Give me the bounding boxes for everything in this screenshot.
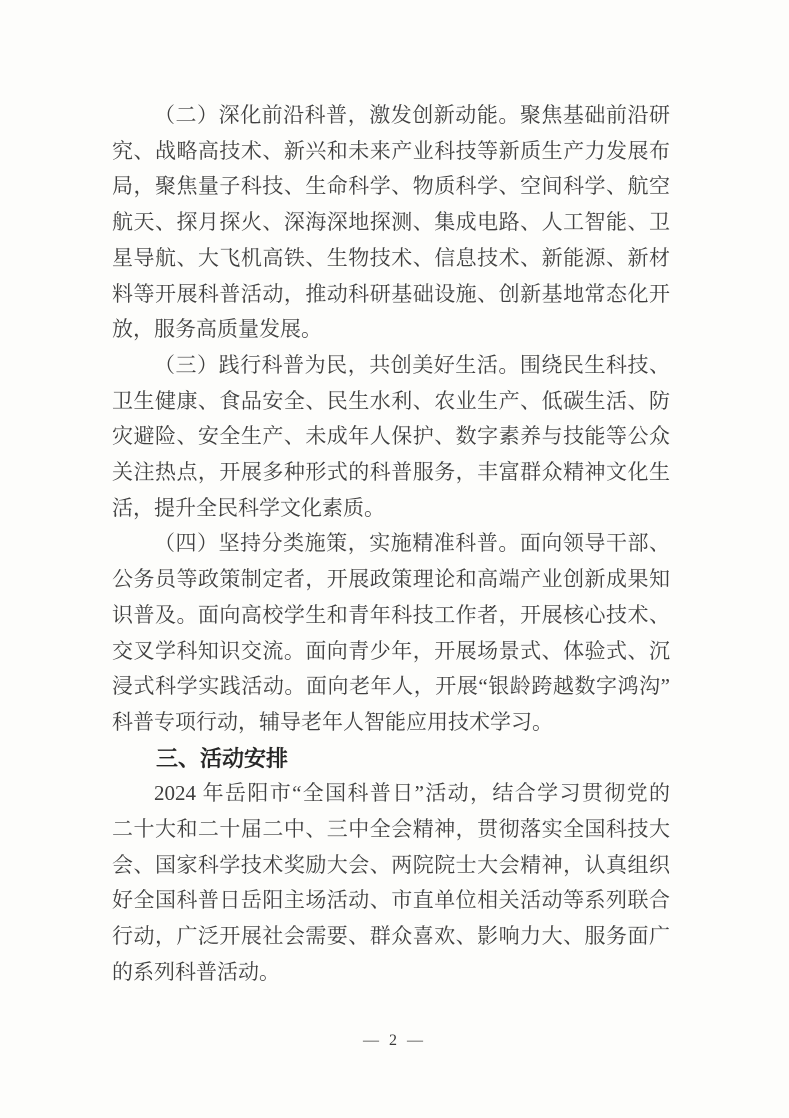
- text-line: 航天、探月探火、深海深地探测、集成电路、人工智能、卫: [112, 210, 670, 235]
- text-line: 灾避险、安全生产、未成年人保护、数字素养与技能等公众: [112, 424, 670, 449]
- text-line: 公务员等政策制定者，开展政策理论和高端产业创新成果知: [112, 567, 670, 592]
- text-line: 局，聚焦量子科技、生命科学、物质科学、空间科学、航空: [112, 174, 670, 199]
- text-line: 交叉学科知识交流。面向青少年，开展场景式、体验式、沉: [112, 638, 670, 663]
- text-line: 二十大和二十届二中、三中全会精神，贯彻落实全国科技大: [112, 817, 670, 842]
- text-line: 浸式科学实践活动。面向老年人，开展“银龄跨越数字鸿沟”: [112, 674, 670, 699]
- text-line: 2024 年岳阳市“全国科普日”活动，结合学习贯彻党的: [154, 781, 670, 806]
- text-line: 的系列科普活动。: [112, 959, 280, 984]
- text-line: 卫生健康、食品安全、民生水利、农业生产、低碳生活、防: [112, 388, 670, 413]
- text-line: 科普专项行动，辅导老年人智能应用技术学习。: [112, 709, 553, 734]
- text-line: 放，服务高质量发展。: [112, 317, 322, 342]
- document-body: [112, 98, 670, 991]
- text-line: （二）深化前沿科普，激发创新动能。聚焦基础前沿研: [154, 103, 670, 127]
- paragraph-item-2: [112, 98, 670, 348]
- text-line: 料等开展科普活动，推动科研基础设施、创新基地常态化开: [112, 281, 670, 306]
- text-line: 会、国家科学技术奖励大会、两院院士大会精神，认真组织: [112, 852, 670, 877]
- text-line: （三）践行科普为民，共创美好生活。围绕民生科技、: [154, 352, 670, 377]
- text-line: 活，提升全民科学文化素质。: [112, 495, 385, 520]
- text-line: 好全国科普日岳阳主场活动、市直单位相关活动等系列联合: [112, 888, 670, 913]
- text-line: 识普及。面向高校学生和青年科技工作者，开展核心技术、: [112, 602, 670, 627]
- paragraph-activity-intro: [112, 776, 670, 990]
- text-line: 星导航、大飞机高铁、生物技术、信息技术、新能源、新材: [112, 245, 670, 270]
- text-line: （四）坚持分类施策，实施精准科普。面向领导干部、: [154, 531, 670, 556]
- section-heading-activities: 三、活动安排: [156, 745, 289, 771]
- text-line: 行动，广泛开展社会需要、群众喜欢、影响力大、服务面广: [112, 924, 670, 949]
- page-number: — 2 —: [363, 1032, 426, 1049]
- text-line: 关注热点，开展多种形式的科普服务，丰富群众精神文化生: [112, 460, 670, 485]
- text-line: 究、战略高技术、新兴和未来产业科技等新质生产力发展布: [112, 138, 670, 163]
- paragraph-item-3: [112, 348, 670, 527]
- paragraph-item-4: [112, 526, 670, 740]
